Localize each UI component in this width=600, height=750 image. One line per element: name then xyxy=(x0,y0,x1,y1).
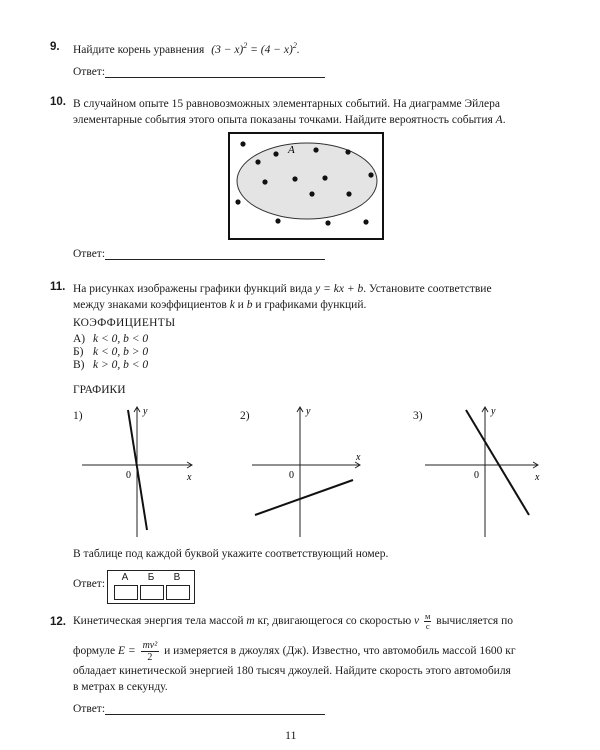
outcome-point xyxy=(255,159,260,164)
answer-cell-a[interactable] xyxy=(114,585,138,600)
y-axis-label: y xyxy=(143,406,148,417)
graph-2 xyxy=(250,402,370,542)
euler-diagram xyxy=(228,132,384,240)
coefficients-header: КОЭФФИЦИЕНТЫ xyxy=(73,317,176,329)
table-instruction: В таблице под каждой буквой укажите соответствующий номер. xyxy=(73,548,389,560)
graph-2-label: 2) xyxy=(240,410,250,422)
coefficient-option-c: В) k > 0, b < 0 xyxy=(73,359,149,371)
q9-text xyxy=(73,41,300,56)
answer-table xyxy=(107,570,195,604)
q10-number: 10. xyxy=(50,96,66,108)
velocity-unit: м с xyxy=(425,611,431,631)
page-number: 11 xyxy=(285,728,297,742)
outcome-point xyxy=(240,141,245,146)
outcome-point xyxy=(325,220,330,225)
q12-line1: Кинетическая энергия тела массой m кг, двигающегося со скоростью v м с вычисляется по xyxy=(73,611,513,631)
q11-line2: между знаками коэффициентов k и b и графиками функций. xyxy=(73,299,367,311)
q12-line2: формуле E = $\frac{\text{mv²}}{2}$ и измеряется в джоулях (Дж). Известно, что автомобиль массой 1600 кг xyxy=(73,640,516,663)
outcome-point xyxy=(363,219,368,224)
q11-line1: На рисунках изображены графики функций вида y = kx + b. Установите соответствие xyxy=(73,283,492,295)
q12-answer-line[interactable] xyxy=(105,714,325,715)
coefficient-option-b: Б) k < 0, b > 0 xyxy=(73,346,149,358)
table-letter-a: А xyxy=(121,572,129,583)
outcome-point xyxy=(235,199,240,204)
q12-line4: в метрах в секунду. xyxy=(73,681,168,693)
q11-answer-label: Ответ: xyxy=(73,578,106,590)
outcome-point xyxy=(368,172,373,177)
graph-3 xyxy=(423,402,548,542)
q12-answer-label: Ответ: xyxy=(73,703,106,715)
outcome-point xyxy=(345,149,350,154)
graph-1 xyxy=(80,402,200,542)
q12-number: 12. xyxy=(50,616,66,628)
x-axis-label: x xyxy=(356,452,361,463)
x-axis-label: x xyxy=(535,472,540,483)
q10-line1: В случайном опыте 15 равновозможных элементарных событий. На диаграмме Эйлера xyxy=(73,98,500,110)
outcome-point xyxy=(275,218,280,223)
q12-line3: обладает кинетической энергией 180 тысяч джоулей. Найдите скорость этого автомобиля xyxy=(73,665,511,677)
coefficient-option-a: А) k < 0, b < 0 xyxy=(73,333,149,345)
y-axis-label: y xyxy=(491,406,496,417)
function-line xyxy=(255,480,353,515)
outcome-point xyxy=(262,179,267,184)
outcome-point xyxy=(346,191,351,196)
outcome-point xyxy=(322,175,327,180)
outcome-point xyxy=(309,191,314,196)
graph-1-label: 1) xyxy=(73,410,83,422)
q12-line3-4 xyxy=(73,663,553,695)
graphs-header: ГРАФИКИ xyxy=(73,384,126,396)
table-letter-c: В xyxy=(173,572,181,583)
coefficients-list xyxy=(73,333,148,372)
energy-formula: $\frac{\text{mv²}}{2}$ xyxy=(142,640,158,663)
event-a-ellipse xyxy=(237,143,377,219)
graph-3-label: 3) xyxy=(413,410,423,422)
q10-answer-label: Ответ: xyxy=(73,248,106,260)
q10-line2: элементарные события этого опыта показаны точками. Найдите вероятность события A. xyxy=(73,114,506,126)
outcome-point xyxy=(313,147,318,152)
x-axis-label: x xyxy=(187,472,192,483)
q10-answer-line[interactable] xyxy=(105,259,325,260)
origin-label: 0 xyxy=(289,470,294,481)
answer-cell-b[interactable] xyxy=(140,585,164,600)
q9-prompt: Найдите корень уравнения xyxy=(73,43,205,56)
q9-answer-label: Ответ: xyxy=(73,66,106,78)
origin-label: 0 xyxy=(474,470,479,481)
q9-equation: $(3 - x)^2 = (4 - x)^2$. xyxy=(211,41,300,56)
answer-cell-c[interactable] xyxy=(166,585,190,600)
y-axis-label: y xyxy=(306,406,311,417)
outcome-point xyxy=(292,176,297,181)
table-letter-b: Б xyxy=(147,572,155,583)
q9-answer-line[interactable] xyxy=(105,77,325,78)
q10-text xyxy=(73,96,553,128)
q9-number: 9. xyxy=(50,41,60,53)
q11-text xyxy=(73,281,553,313)
origin-label: 0 xyxy=(126,470,131,481)
event-a-label: A xyxy=(288,144,295,156)
q11-number: 11. xyxy=(50,281,66,293)
function-line xyxy=(466,410,529,515)
outcome-point xyxy=(273,151,278,156)
